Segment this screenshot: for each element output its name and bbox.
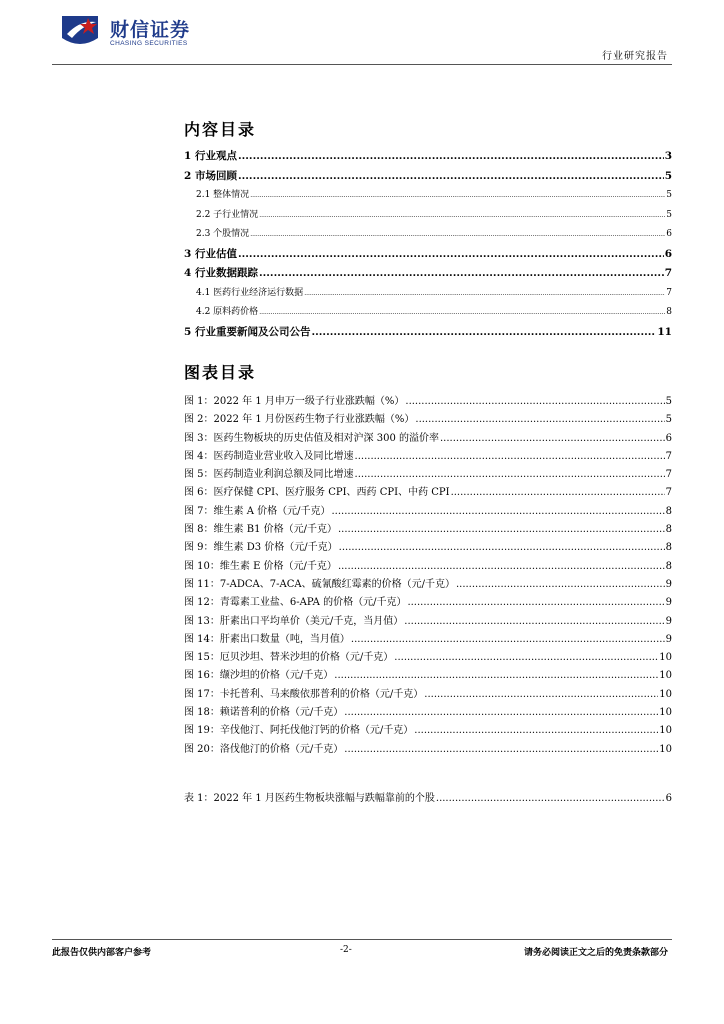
leader-dots [332, 506, 665, 517]
leader-dots [339, 542, 665, 553]
figure-entry-page: 9 [665, 597, 672, 609]
figure-entry[interactable] [184, 703, 672, 721]
toc-entry[interactable] [184, 324, 672, 344]
leader-dots [355, 469, 665, 480]
figure-entry[interactable] [184, 648, 672, 666]
leader-dots [456, 579, 665, 590]
figure-entry[interactable] [184, 721, 672, 739]
toc-entry-label: 4.2 原料药价格 [196, 307, 259, 317]
toc-entry[interactable] [184, 148, 672, 168]
toc-entry-label: 3 行业估值 [184, 247, 237, 260]
leader-dots [394, 652, 658, 663]
figure-entry-page: 9 [665, 633, 672, 645]
figure-entry-label: 图 8：维生素 B1 价格（元/千克） [184, 524, 337, 536]
figure-entry-label: 图 1：2022 年 1 月申万一级子行业涨跌幅（%） [184, 396, 405, 407]
figure-entry-page: 8 [665, 560, 672, 572]
figure-entry[interactable] [184, 666, 672, 684]
leader-dots [344, 707, 658, 718]
toc-entry[interactable] [184, 246, 672, 266]
leader-dots [338, 524, 665, 535]
toc-entry-page: 6 [666, 229, 672, 239]
figure-entry-label: 图 11：7-ADCA、7-ACA、硫氰酸红霉素的价格（元/千克） [184, 578, 455, 590]
figure-entry-label: 图 6：医疗保健 CPI、医疗服务 CPI、西药 CPI、中药 CPI [184, 487, 450, 499]
figure-entry-label: 图 20：洛伐他汀的价格（元/千克） [184, 743, 344, 755]
header-divider [52, 64, 672, 65]
figure-entry-page: 10 [659, 743, 672, 755]
brand-name-en: CHASING SECURITIES [110, 40, 188, 47]
toc-entry[interactable] [184, 207, 672, 227]
figure-entry[interactable] [184, 557, 672, 575]
figure-entry[interactable] [184, 685, 672, 703]
figure-entry-label: 图 16：缬沙坦的价格（元/千克） [184, 670, 334, 682]
leader-dots [259, 267, 664, 279]
figure-entry[interactable] [184, 593, 672, 611]
footer-divider [52, 939, 672, 940]
toc-entry[interactable] [184, 187, 672, 207]
toc-entry-label: 4.1 医药行业经济运行数据 [196, 287, 304, 298]
leader-dots [238, 150, 664, 162]
leader-dots [404, 616, 664, 627]
figure-entry-label: 图 15：厄贝沙坦、替米沙坦的价格（元/千克） [184, 652, 394, 664]
toc-entry-label: 5 行业重要新闻及公司公告 [184, 325, 311, 338]
leader-dots [440, 433, 665, 444]
leader-dots [238, 248, 664, 260]
footer-disclaimer-right: 请务必阅读正文之后的免责条款部分 [523, 948, 668, 958]
toc-entry-page: 5 [664, 169, 672, 182]
toc-entry-page: 5 [666, 190, 672, 200]
figure-entry-label: 图 14：肝素出口数量（吨，当月值） [184, 633, 350, 645]
figure-entry-label: 图 18：赖诺普利的价格（元/千克） [184, 707, 344, 719]
toc-entry-page: 11 [657, 325, 672, 338]
leader-dots [405, 396, 664, 407]
figure-entry-page: 10 [659, 725, 672, 737]
figure-entry-label: 图 13：肝素出口平均单价（美元/千克，当月值） [184, 615, 404, 627]
figure-entry-label: 图 4：医药制造业营业收入及同比增速 [184, 450, 354, 462]
leader-dots [415, 414, 664, 425]
page-header [0, 0, 724, 70]
table-entry-page: 6 [665, 793, 672, 804]
figure-entry-label: 图 2：2022 年 1 月份医药生物子行业涨跌幅（%） [184, 414, 415, 426]
contents-title: 内容目录 [184, 120, 257, 139]
figure-entry-page: 5 [665, 396, 672, 407]
figures-title: 图表目录 [184, 363, 257, 382]
figure-entry-label: 图 10：维生素 E 价格（元/千克） [184, 560, 337, 572]
figure-entry-label: 图 3：医药生物板块的历史估值及相对沪深 300 的溢价率 [184, 432, 439, 444]
leader-dots [259, 212, 665, 219]
toc-entry-label: 2.3 个股情况 [196, 229, 250, 239]
footer-disclaimer-left: 此报告仅供内部客户参考 [52, 948, 152, 958]
leader-dots [334, 670, 658, 681]
figure-entry[interactable] [184, 630, 672, 648]
figure-entry[interactable] [184, 429, 672, 447]
figure-entry-page: 10 [659, 670, 672, 682]
figure-entry-page: 10 [659, 707, 672, 719]
figure-entry-page: 7 [665, 450, 672, 462]
figure-entry[interactable] [184, 520, 672, 538]
figure-entry[interactable] [184, 740, 672, 758]
leader-dots [259, 309, 665, 316]
figure-entry-page: 8 [665, 524, 672, 536]
leader-dots [436, 793, 665, 804]
toc-entry-label: 2 市场回顾 [184, 169, 237, 182]
leader-dots [250, 192, 665, 199]
toc-entry-page: 5 [666, 209, 672, 220]
leader-dots [451, 487, 665, 498]
toc-entry[interactable] [184, 265, 672, 285]
figure-entry-page: 10 [659, 652, 672, 664]
leader-dots [238, 170, 664, 182]
figure-entry[interactable] [184, 447, 672, 465]
figure-entry-label: 图 9：维生素 D3 价格（元/千克） [184, 542, 338, 554]
toc-entry-label: 2.1 整体情况 [196, 190, 250, 200]
figure-entry-label: 图 5：医药制造业利润总额及同比增速 [184, 469, 354, 481]
figure-entry-page: 10 [659, 688, 672, 700]
toc-entry[interactable] [184, 168, 672, 188]
leader-dots [344, 744, 658, 755]
figure-entry[interactable] [184, 465, 672, 483]
figure-entry[interactable] [184, 502, 672, 520]
figure-entry-page: 5 [665, 414, 672, 426]
figure-entry[interactable] [184, 538, 672, 556]
figure-entry[interactable] [184, 483, 672, 501]
figure-entry-page: 6 [665, 432, 672, 444]
figure-entry-page: 8 [665, 505, 672, 517]
leader-dots [407, 597, 664, 608]
figure-entry-page: 8 [665, 542, 672, 554]
figure-entry-page: 7 [665, 469, 672, 481]
leader-dots [304, 290, 665, 297]
figure-entry-page: 9 [665, 578, 672, 590]
toc-entry-page: 8 [666, 307, 672, 317]
leader-dots [424, 689, 658, 700]
figure-entry[interactable] [184, 575, 672, 593]
toc-entry-page: 3 [664, 150, 672, 162]
toc-entry-label: 1 行业观点 [184, 150, 237, 162]
table-entry-label: 表 1：2022 年 1 月医药生物板块涨幅与跌幅靠前的个股 [184, 793, 435, 804]
contents-list [184, 148, 672, 343]
toc-entry[interactable] [184, 304, 672, 324]
table-entry[interactable] [184, 789, 672, 807]
figure-entry-label: 图 19：辛伐他汀、阿托伐他汀钙的价格（元/千克） [184, 725, 414, 737]
leader-dots [355, 451, 665, 462]
figure-entry[interactable] [184, 612, 672, 630]
figure-entry[interactable] [184, 392, 672, 410]
figure-entry[interactable] [184, 410, 672, 428]
leader-dots [311, 326, 656, 338]
figure-entry-page: 9 [665, 615, 672, 627]
figure-entry-label: 图 12：青霉素工业盐、6-APA 的价格（元/千克） [184, 597, 407, 609]
figure-entry-page: 7 [665, 487, 672, 499]
toc-entry[interactable] [184, 226, 672, 246]
report-type: 行业研究报告 [602, 51, 668, 62]
figure-entry-label: 图 17：卡托普利、马来酸依那普利的价格（元/千克） [184, 688, 424, 700]
figures-list [184, 392, 672, 758]
toc-entry-page: 6 [664, 247, 672, 260]
brand-logo-icon [58, 12, 102, 52]
tables-list [184, 789, 672, 807]
leader-dots [414, 725, 658, 736]
toc-entry[interactable] [184, 285, 672, 305]
toc-entry-label: 2.2 子行业情况 [196, 209, 259, 220]
brand-name-cn: 财信证券 [110, 19, 191, 41]
leader-dots [250, 231, 665, 238]
leader-dots [338, 561, 665, 572]
toc-entry-page: 7 [664, 267, 672, 279]
figure-entry-label: 图 7：维生素 A 价格（元/千克） [184, 505, 331, 517]
toc-entry-page: 7 [666, 287, 672, 298]
page-number: -2- [340, 945, 352, 955]
leader-dots [351, 634, 665, 645]
toc-entry-label: 4 行业数据跟踪 [184, 267, 258, 279]
